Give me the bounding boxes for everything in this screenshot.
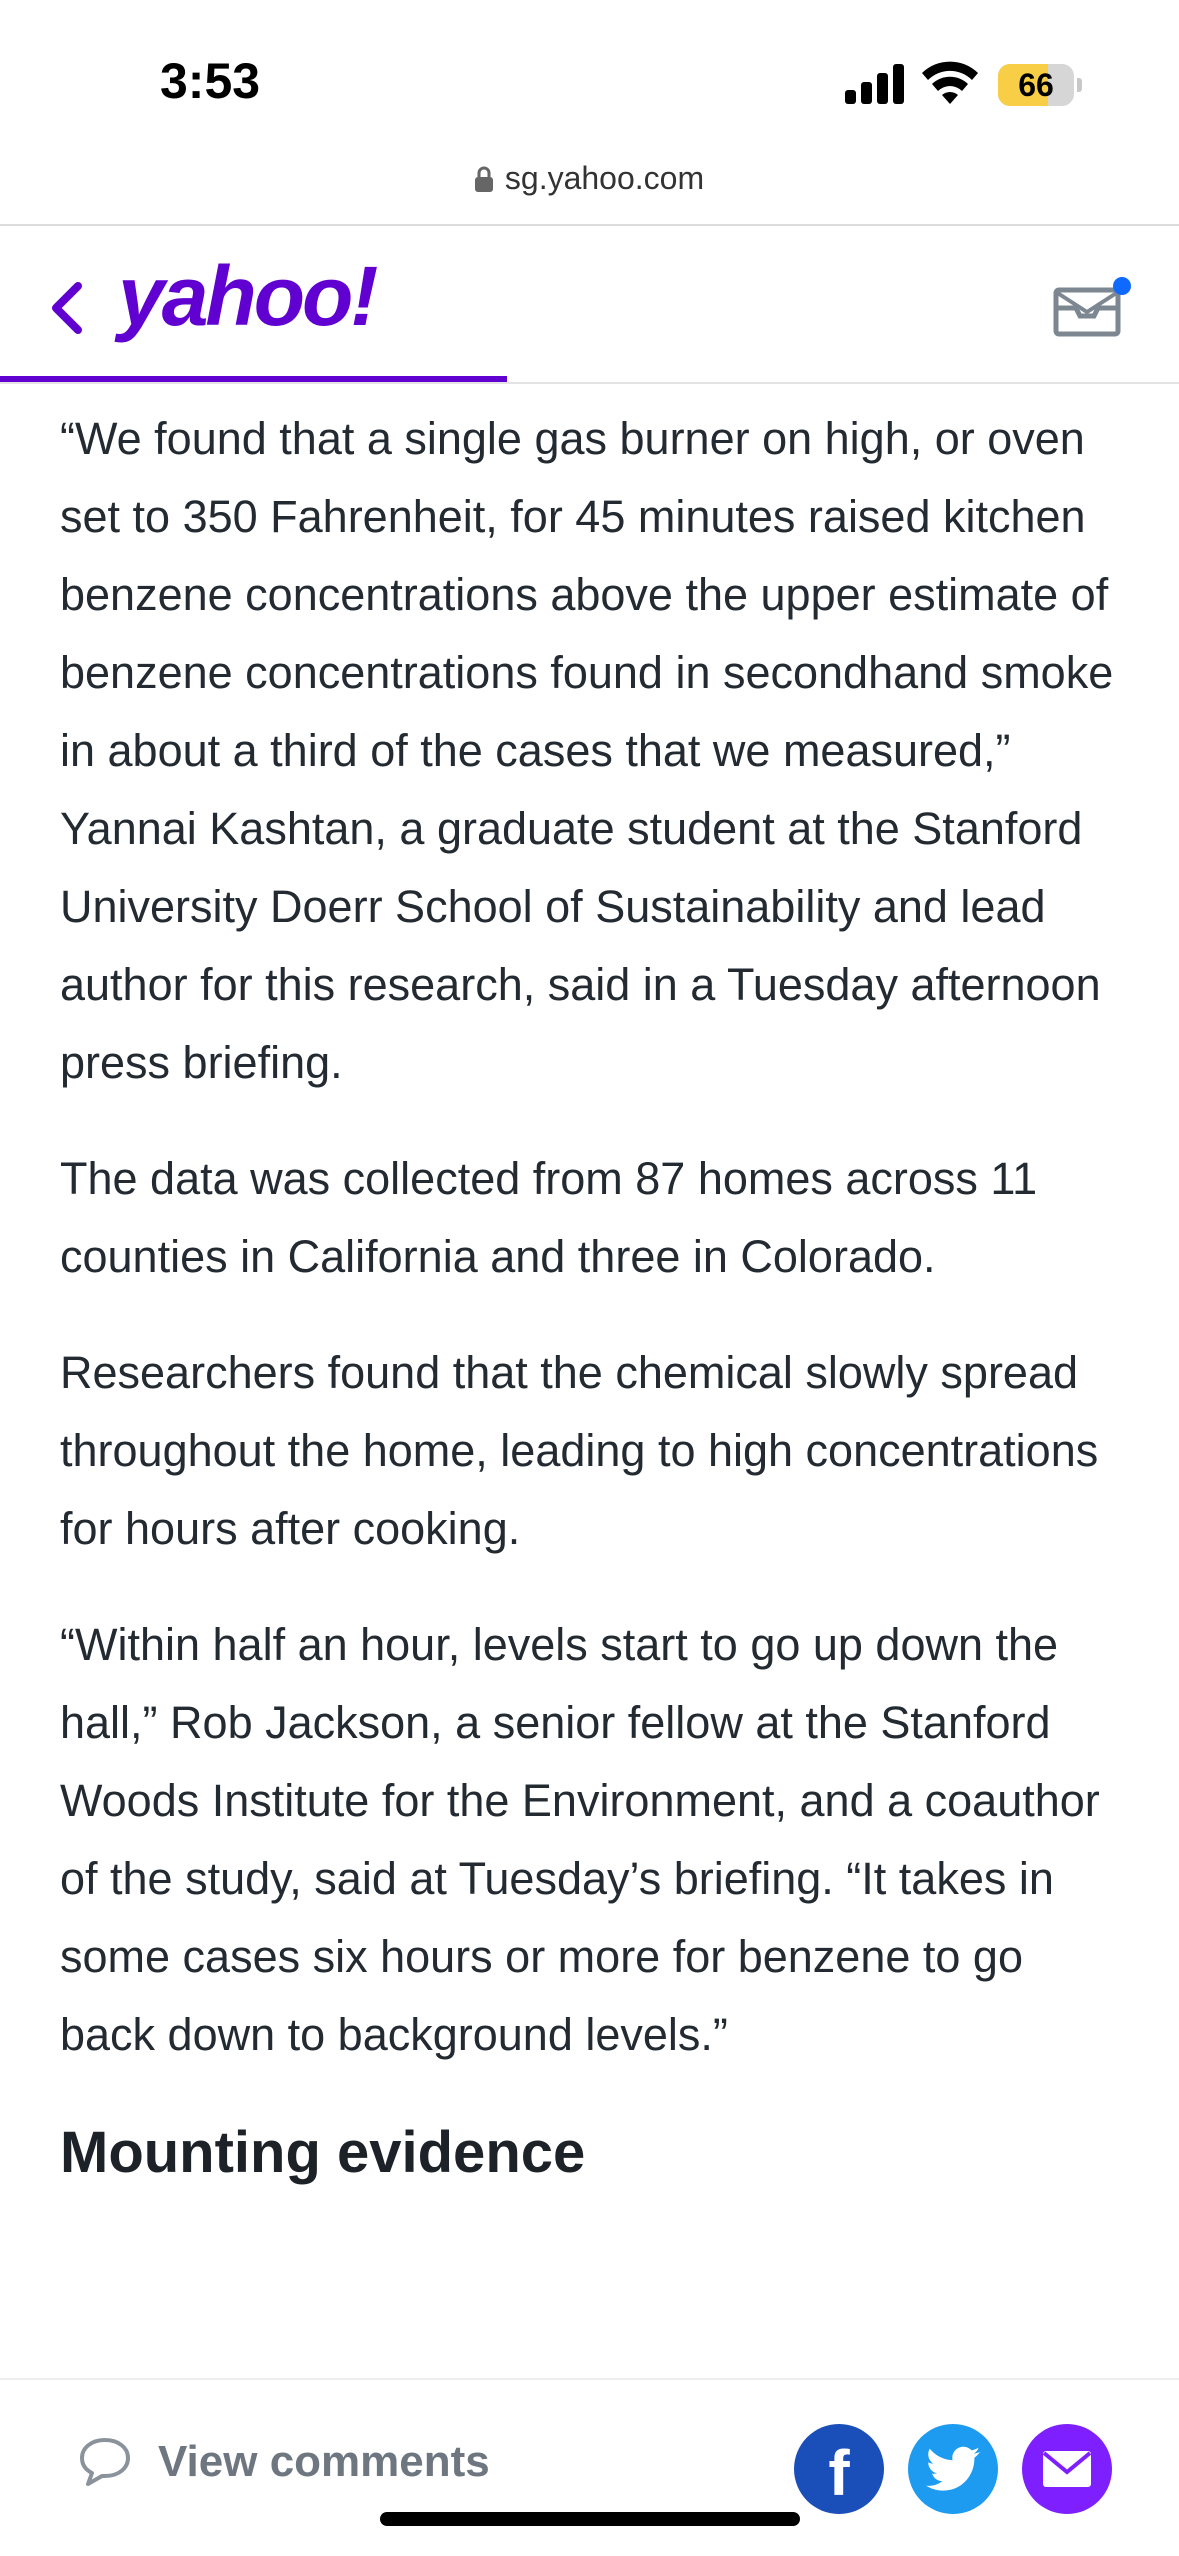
- status-bar: [0, 0, 1179, 150]
- mail-icon[interactable]: [1052, 274, 1134, 340]
- article-paragraph: The data was collected from 87 homes across 11 counties in California and three in Colorado.: [60, 1153, 1038, 1282]
- lock-icon: [475, 166, 493, 192]
- battery-cap: [1077, 78, 1082, 92]
- battery-icon: [998, 64, 1074, 106]
- battery-level: 66: [1018, 67, 1054, 103]
- view-comments-label: View comments: [158, 2437, 490, 2486]
- article-paragraph: “Within half an hour, levels start to go up down the hall,” Rob Jackson, a senior fellow at the Stanford Woods Institute for the Environment, and a coauthor of the study, said at Tuesday’s briefing. “It takes in some cases six hours or more for benzene to go back down to background levels.”: [60, 1619, 1100, 2060]
- share-email-button[interactable]: [1022, 2424, 1112, 2514]
- yahoo-logo[interactable]: yahoo!: [118, 249, 376, 343]
- url-bar[interactable]: [0, 150, 1179, 224]
- cellular-signal-icon: [845, 62, 905, 104]
- app-header: [0, 226, 1179, 386]
- section-heading: Mounting evidence: [60, 2120, 586, 2185]
- comment-bubble-icon: [78, 2436, 132, 2488]
- share-twitter-button[interactable]: [908, 2424, 998, 2514]
- article-paragraph: Researchers found that the chemical slowly spread throughout the home, leading to high concentrations for hours after cooking.: [60, 1347, 1099, 1554]
- url-text: sg.yahoo.com: [504, 160, 705, 196]
- bottom-action-bar: [0, 2378, 1179, 2556]
- facebook-icon: f: [828, 2437, 850, 2509]
- twitter-icon: [926, 2446, 980, 2492]
- back-chevron-icon[interactable]: [44, 278, 88, 338]
- view-comments-button[interactable]: [78, 2436, 490, 2488]
- article-body: [60, 400, 1130, 2192]
- email-icon: [1042, 2450, 1092, 2488]
- header-divider: [0, 382, 1179, 384]
- wifi-icon: [922, 60, 978, 106]
- status-time: 3:53: [160, 53, 261, 109]
- share-facebook-button[interactable]: [794, 2424, 884, 2514]
- home-indicator: [380, 2512, 800, 2526]
- article-paragraph: “We found that a single gas burner on high, or oven set to 350 Fahrenheit, for 45 minutes raised kitchen benzene concentrations above the upper estimate of benzene concentrations found in secondhand smoke in about a third of the cases that we measured,” Yannai Kashtan, a graduate student at the Stanford University Doerr School of Sustainability and lead author for this research, said in a Tuesday afternoon press briefing.: [60, 413, 1114, 1088]
